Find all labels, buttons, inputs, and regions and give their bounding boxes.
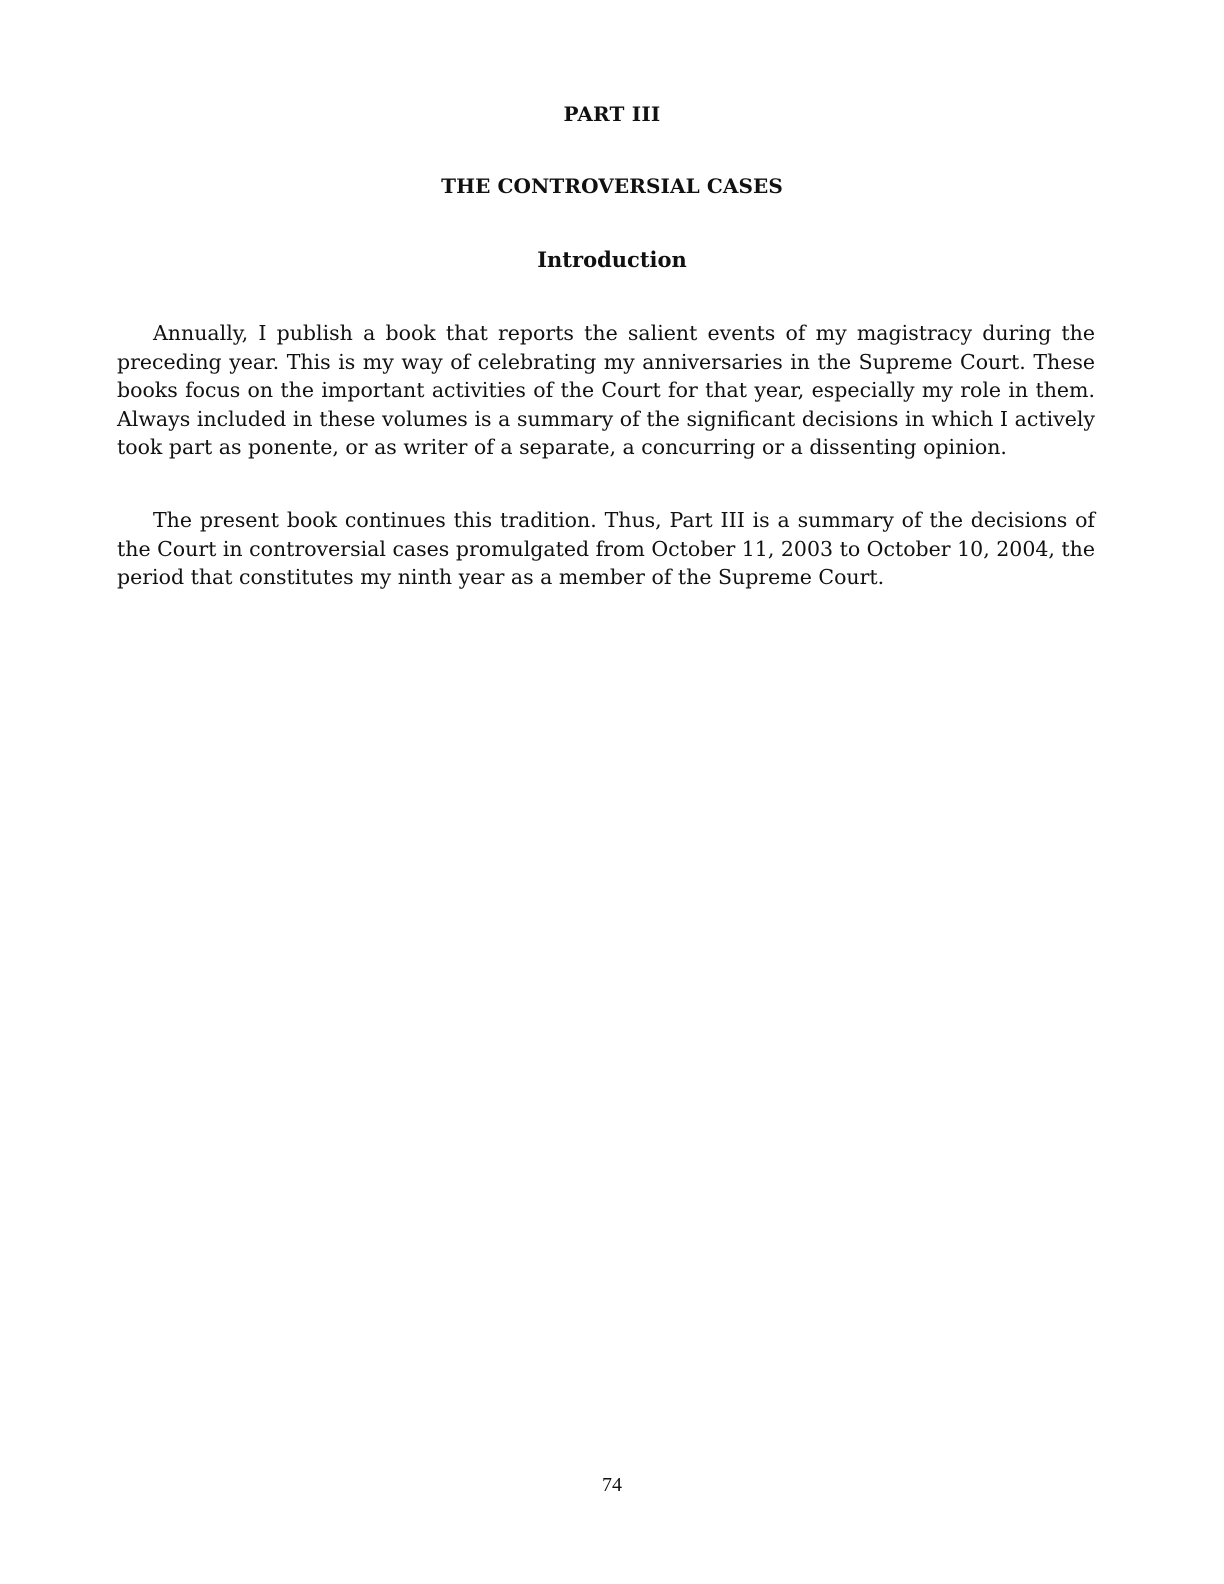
part-label: PART III: [563, 102, 661, 126]
body-paragraph-2: The present book continues this tradition. Thus, Part III is a summary of the decisions of the Court in controversial cases promulgated from October 11, 2003 to October 10, 2004, the period that constitutes my ninth year as a member of the Supreme Court.: [117, 508, 1096, 590]
page-number: 74: [602, 1474, 622, 1496]
section-title: THE CONTROVERSIAL CASES: [441, 174, 783, 198]
body-paragraph-1: Annually, I publish a book that reports the salient events of my magistracy during the preceding year. This is my way of celebrating my anniversaries in the Supreme Court. These books focus on the important activities of the Court for that year, especially my role in them. Always included in these volumes is a summary of the significant decisions in which I actively took part as ponente, or as writer of a separate, a concurring or a dissenting opinion.: [117, 321, 1095, 460]
subsection-title: Introduction: [537, 247, 687, 272]
